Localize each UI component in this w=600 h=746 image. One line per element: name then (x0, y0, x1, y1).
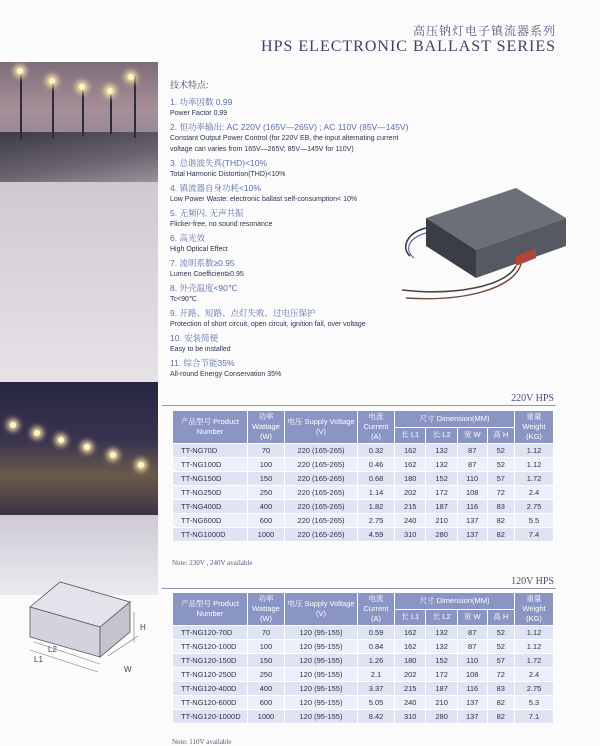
dimension-drawing (20, 572, 155, 692)
dim-label-w: W (124, 665, 132, 674)
note-120v: Note: 110V available (172, 738, 232, 746)
col-header-current: 电流 Current (A) (358, 411, 395, 444)
col-header-w: 宽 W (457, 609, 487, 626)
table-row: TT-NG150D 150 220 (165-265) 0.68 180 152 110 57 1.72 (173, 472, 554, 486)
divider (162, 405, 556, 406)
spec-item: 9. 开路、短路、点灯失败、过电压保护 Protection of short circuit, open circuit, ignition fail, over voltage (170, 308, 366, 328)
street-lights-photo (0, 62, 158, 182)
spec-item: 6. 高光效 High Optical Effect (170, 233, 228, 253)
col-header-current: 电流 Current (A) (358, 593, 395, 626)
photo-blank (0, 182, 158, 382)
table-row: TT-NG120-250D 250 120 (95-155) 2.1 202 172 108 72 2.4 (173, 668, 554, 682)
title-english: HPS ELECTRONIC BALLAST SERIES (261, 38, 556, 55)
table-row: TT-NG1000D 1000 220 (165-265) 4.59 310 280 137 82 7.4 (173, 528, 554, 542)
table-row: TT-NG120-70D 70 120 (95-155) 0.59 162 132 87 52 1.12 (173, 626, 554, 640)
col-header-wattage: 功率 Wattage (W) (248, 411, 285, 444)
table-row: TT-NG120-150D 150 120 (95-155) 1.26 180 152 110 57 1.72 (173, 654, 554, 668)
col-header-wattage: 功率 Wattage (W) (248, 593, 285, 626)
table-row: TT-NG600D 600 220 (165-265) 2.75 240 210 137 82 5.5 (173, 514, 554, 528)
table-row: TT-NG120-400D 400 120 (95-155) 3.37 215 187 116 83 2.75 (173, 682, 554, 696)
table-row: TT-NG120-1000D 1000 120 (95-155) 8.42 310 280 137 82 7.1 (173, 710, 554, 724)
spec-item: 5. 无频闪, 无声共振 Flicker-free, no sound resonance (170, 208, 273, 228)
spec-item: 7. 流明系数≥0.95 Lumen Coefficient≥0.95 (170, 258, 244, 278)
table-row: TT-NG250D 250 220 (165-265) 1.14 202 172 108 72 2.4 (173, 486, 554, 500)
col-header-voltage: 电压 Supply Voltage (V) (285, 593, 358, 626)
dim-label-h: H (140, 623, 146, 632)
col-header-h: 高 H (487, 427, 514, 444)
spec-item: 11. 综合节能35% All-round Energy Conservation 35% (170, 358, 282, 378)
table-row: TT-NG400D 400 220 (165-265) 1.82 215 187 116 83 2.75 (173, 500, 554, 514)
col-header-l2: 长 L2 (426, 609, 457, 626)
spec-table-220v (172, 410, 554, 542)
specs-title: 技术特点: (170, 80, 209, 90)
dim-label-l2: L2 (48, 645, 57, 654)
col-header-h: 高 H (487, 609, 514, 626)
note-220v: Note: 230V , 240V available (172, 559, 253, 567)
section-label-220v: 220V HPS (511, 393, 554, 404)
col-header-model: 产品型号 Product Number (173, 593, 248, 626)
col-header-dimension: 尺寸 Dimension(MM) (395, 411, 515, 428)
spec-item: 10. 安装简便 Easy to be installed (170, 333, 231, 353)
spec-table-120v (172, 592, 554, 724)
col-header-l1: 长 L1 (395, 427, 426, 444)
spec-item: 2. 恒功率输出: AC 220V (165V—265V) ; AC 110V (85V—145V) Constant Output Power Control (for 220V EB, the input alternating current voltage can varies from 165V—265V; 85V—145V for 110V) (170, 122, 409, 153)
col-header-voltage: 电压 Supply Voltage (V) (285, 411, 358, 444)
col-header-w: 宽 W (457, 427, 487, 444)
spec-item: 1. 功率因数 0.99 Power Factor 0.99 (170, 97, 233, 117)
col-header-weight: 重量 Weight (KG) (515, 411, 554, 444)
title-chinese: 高压钠灯电子镇流器系列 (412, 24, 556, 38)
divider (162, 588, 556, 589)
table-row: TT-NG100D 100 220 (165-265) 0.46 162 132 87 52 1.12 (173, 458, 554, 472)
col-header-l1: 长 L1 (395, 609, 426, 626)
spec-item: 4. 镇流器自身功耗<10% Low Power Waste: electronic ballast self-consumption< 10% (170, 183, 358, 203)
table-row: TT-NG120-600D 600 120 (95-155) 5.05 240 210 137 82 5.3 (173, 696, 554, 710)
ballast-device-image (396, 178, 576, 308)
col-header-dimension: 尺寸 Dimension(MM) (395, 593, 515, 610)
section-label-120v: 120V HPS (511, 576, 554, 587)
table-row: TT-NG120-100D 100 120 (95-155) 0.84 162 132 87 52 1.12 (173, 640, 554, 654)
spec-item: 3. 总谐波失真(THD)<10% Total Harmonic Distortion(THD)<10% (170, 158, 286, 178)
spec-item: 8. 外壳温度<90℃ Tc<90℃ (170, 283, 238, 303)
night-bridge-photo (0, 382, 158, 515)
col-header-weight: 重量 Weight (KG) (515, 593, 554, 626)
col-header-model: 产品型号 Product Number (173, 411, 248, 444)
specs-list (170, 78, 410, 383)
table-row: TT-NG70D 70 220 (165-265) 0.32 162 132 87 52 1.12 (173, 444, 554, 458)
dim-label-l1: L1 (34, 655, 43, 664)
col-header-l2: 长 L2 (426, 427, 457, 444)
